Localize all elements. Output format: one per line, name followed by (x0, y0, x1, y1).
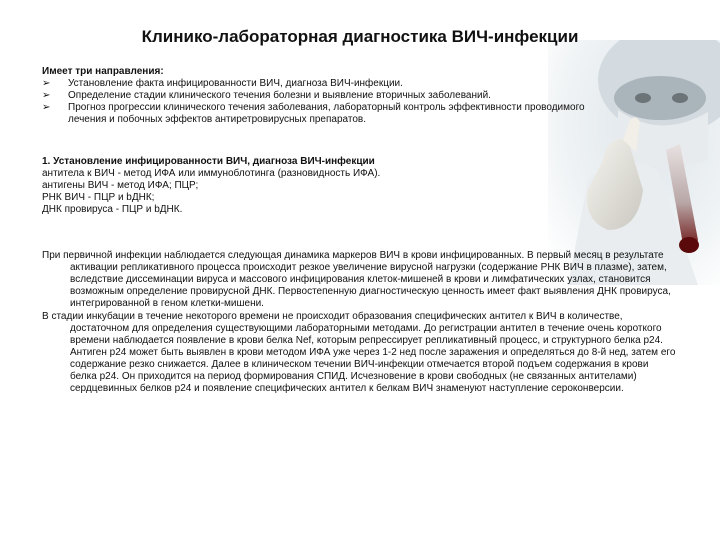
directions-block (42, 66, 617, 126)
method-line: РНК ВИЧ - ПЦР и bДНК; (42, 192, 155, 203)
arrow-bullet-icon: ➢ (42, 90, 51, 101)
list-item-text: Определение стадии клинического течения болезни и выявление вторичных заболеваний. (68, 90, 491, 101)
section-1-heading: 1. Установление инфицированности ВИЧ, диагноза ВИЧ-инфекции (42, 156, 375, 167)
list-item (42, 78, 617, 90)
directions-heading: Имеет три направления: (42, 66, 164, 77)
method-line: антитела к ВИЧ - метод ИФА или иммуноблотинга (разновидность ИФА). (42, 168, 381, 179)
arrow-bullet-icon: ➢ (42, 78, 51, 89)
list-item-text: Прогноз прогрессии клинического течения заболевания, лабораторный контроль эффективности проводимого лечения и побочных эффектов антиретровирусных препаратов. (68, 102, 585, 125)
arrow-bullet-icon: ➢ (42, 102, 51, 113)
page-title: Клинико-лабораторная диагностика ВИЧ-инфекции (141, 27, 579, 46)
section-1 (42, 156, 562, 216)
body-text (42, 250, 678, 396)
list-item (42, 90, 617, 102)
method-line: ДНК провируса - ПЦР и bДНК. (42, 204, 183, 215)
list-item (42, 102, 617, 126)
paragraph-incubation: В стадии инкубации в течение некоторого времени не происходит образования специфических антител к ВИЧ в количестве, достаточном для определения существующими лабораторными методами. До регистрации антител в течение очень короткого времени наблюдается появление в крови белка Nef, которым репрессирует репликативный процесс, и структурного белка p24. Антиген p24 может быть выявлен в крови методом ИФА уже через 1-2 нед после заражения и определяться до 8-й нед, затем его содержание резко снижается. Далее в клиническом течении ВИЧ-инфекции отмечается второй подъем содержания в крови белка p24. Он приходится на период формирования СПИД. Исчезновение в крови свободных (не связанных антителами) сердцевинных белков p24 и появление специфических антител к белкам ВИЧ знаменуют наступление сероконверсии. (42, 311, 676, 394)
method-line: антигены ВИЧ - метод ИФА; ПЦР; (42, 180, 199, 191)
paragraph-primary-infection: При первичной инфекции наблюдается следующая динамика маркеров ВИЧ в крови инфицированных. В первый месяц в результате активации репликативного процесса происходит резкое увеличение вирусной нагрузки (содержание РНК ВИЧ в плазме), затем, вследствие диссеминации вируса и массового инфицирования клеток-мишеней в крови и лимфатических узлах, становится возможным определение провирусной ДНК. Первостепенную диагностическую ценность имеет факт выявления ДНК провируса, интегрированной в геном клетки-мишени. (42, 250, 671, 309)
list-item-text: Установление факта инфицированности ВИЧ, диагноза ВИЧ-инфекции. (68, 78, 403, 89)
